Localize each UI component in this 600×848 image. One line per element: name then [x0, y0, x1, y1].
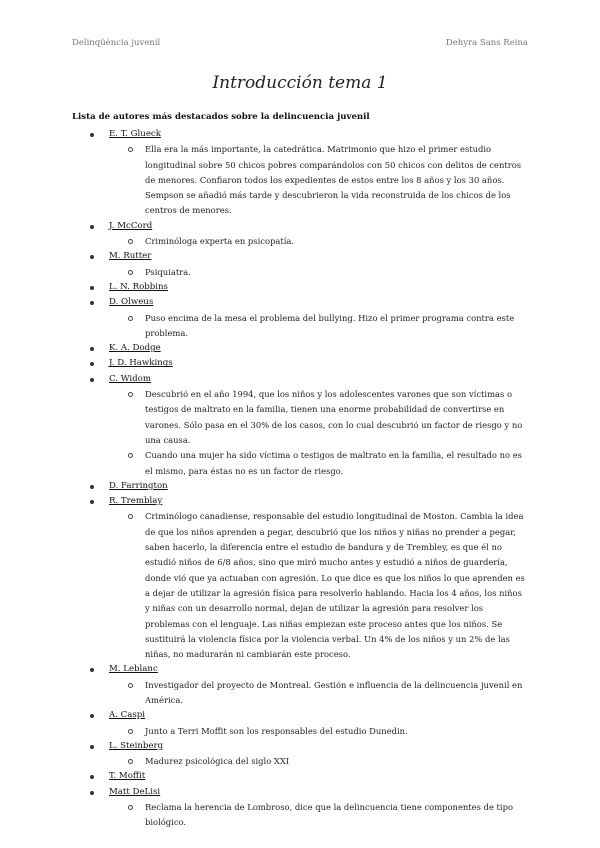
header-right-text: Dehyra Sans Reina: [445, 38, 528, 48]
author-item: [0, 739, 600, 754]
author-note: [0, 754, 600, 769]
circle-bullet-icon: [128, 316, 133, 321]
bullet-icon: [90, 286, 94, 290]
author-item: [0, 249, 600, 264]
author-name: Matt DeLisi: [109, 786, 161, 797]
author-note-text: Madurez psicológica del siglo XXI: [145, 756, 290, 767]
author-item: [0, 356, 600, 371]
bullet-icon: [90, 378, 94, 382]
circle-bullet-icon: [128, 392, 133, 397]
author-item: [0, 219, 600, 234]
author-note-text: Criminólogo canadiense, responsable del estudio longitudinal de Moston. Cambia la idea de que los niños aprenden a pegar, descubrió que los niños y niñas no prender a pegar, saben hacerlo, la diferencia entre el estudio de bandura y de Trembley, es que él no estudió niños de 6/8 años, sino que miró mucho antes y estudió a niños de guardería, donde vió que ya actuaban con agresión. Lo que dice es que los niños lo que aprenden es a dejar de utilizar la agresión física para resolverlo hablando. Hacia los 4 años, los niños y niñas con un desarrollo normal, dejan de utilizar la agresión para resolver los problemas con el lenguaje. Las niñas empiezan este proceso antes que los niños. Se sustituirá la violencia física por la violencia verbal. Un 4% de los niños y un 2% de las niñas, no madurarán ni cambiarán este proceso.: [145, 511, 525, 660]
bullet-icon: [90, 225, 94, 229]
author-name: C. Widom: [109, 373, 151, 384]
circle-bullet-icon: [128, 270, 133, 275]
bullet-icon: [90, 255, 94, 259]
author-item: [0, 479, 600, 494]
author-name: K. A. Dodge: [109, 343, 161, 354]
author-name: R. Tremblay: [109, 496, 163, 507]
header-left-text: Delinqüència juvenil: [72, 38, 161, 48]
author-note-text: Descubrió en el año 1994, que los niños y los adolescentes varones que son víctimas o testigos de maltrato en la familia, tienen una enorme probabilidad de convertirse en varones. Sólo pasa en el 30% de los casos, con lo cual descubrió un factor de riesgo y no una causa.: [145, 389, 523, 445]
bullet-icon: [90, 485, 94, 489]
bullet-icon: [90, 500, 94, 504]
bullet-icon: [90, 791, 94, 795]
author-note-text: Psiquiatra.: [145, 266, 191, 277]
author-item: [0, 662, 600, 677]
circle-bullet-icon: [128, 147, 133, 152]
author-note-text: Cuando una mujer ha sido víctima o testigos de maltrato en la familia, el resultado no es el mismo, para éstas no es un factor de riesgo.: [145, 450, 522, 476]
bullet-icon: [90, 301, 94, 305]
author-item: [0, 280, 600, 295]
bullet-icon: [90, 668, 94, 672]
author-name: M. Rutter: [109, 251, 152, 262]
author-name: D. Olweus: [109, 297, 154, 308]
author-item: [0, 708, 600, 723]
author-note: [0, 142, 600, 218]
author-note: [0, 234, 600, 249]
bullet-icon: [90, 745, 94, 749]
author-item: [0, 769, 600, 784]
section-subtitle: Lista de autores más destacados sobre la delincuencia juvenil: [72, 112, 370, 122]
author-name: E. T. Glueck: [109, 129, 161, 139]
author-name: L. N. Robbins: [109, 281, 168, 292]
bullet-icon: [90, 362, 94, 366]
bullet-icon: [90, 714, 94, 718]
author-name: J. D. Hawkings: [109, 358, 173, 369]
bullet-icon: [90, 133, 94, 137]
author-note: [0, 311, 600, 342]
circle-bullet-icon: [128, 453, 133, 458]
circle-bullet-icon: [128, 683, 133, 688]
circle-bullet-icon: [128, 514, 133, 519]
bullet-icon: [90, 775, 94, 779]
circle-bullet-icon: [128, 759, 133, 764]
author-name: T. Moffit: [109, 771, 146, 782]
page-header: [72, 38, 528, 52]
author-name: D. Farrington: [109, 480, 168, 491]
author-item: [0, 785, 600, 800]
author-name: J. McCord: [109, 220, 153, 231]
bullet-icon: [90, 347, 94, 351]
author-item: [0, 341, 600, 356]
circle-bullet-icon: [128, 805, 133, 810]
author-note: [0, 724, 600, 739]
author-note: [0, 265, 600, 280]
author-note-text: Ella era la más importante, la catedrática. Matrimonio que hizo el primer estudio longitudinal sobre 50 chicos pobres comparándolos con 50 chicos con delitos de centros de menores. Confiaron todos los expedientes de estos entre los 8 años y los 30 años. Sempson se añadió más tarde y descubrieron la vida reconstruida de los chicos de los centros de menores.: [145, 144, 522, 216]
author-item: [0, 127, 600, 142]
page-title: Introducción tema 1: [212, 73, 388, 93]
circle-bullet-icon: [128, 239, 133, 244]
author-item: [0, 295, 600, 310]
author-note-text: Reclama la herencia de Lombroso, dice que la delincuencia tiene componentes de tipo biológico.: [145, 802, 514, 828]
author-note-text: Puso encima de la mesa el problema del bullying. Hizo el primer programa contra este problema.: [145, 312, 515, 338]
author-note-text: Criminóloga experta en psicopatía.: [145, 236, 295, 247]
author-name: M. Leblanc: [109, 664, 158, 675]
author-note: [0, 448, 600, 479]
author-note-text: Junto a Terri Moffit son los responsables del estudio Dunedin.: [145, 725, 408, 736]
author-note: [0, 509, 600, 662]
circle-bullet-icon: [128, 729, 133, 734]
author-note-text: Investigador del proyecto de Montreal. Gestión e influencia de la delincuencia juvenil en América.: [145, 679, 523, 705]
author-item: [0, 494, 600, 509]
author-item: [0, 372, 600, 387]
author-name: L. Steinberg: [109, 740, 164, 751]
author-name: A. Caspi: [109, 710, 146, 721]
author-note: [0, 387, 600, 448]
author-note: [0, 678, 600, 709]
author-note: [0, 800, 600, 831]
author-list: [0, 127, 600, 831]
